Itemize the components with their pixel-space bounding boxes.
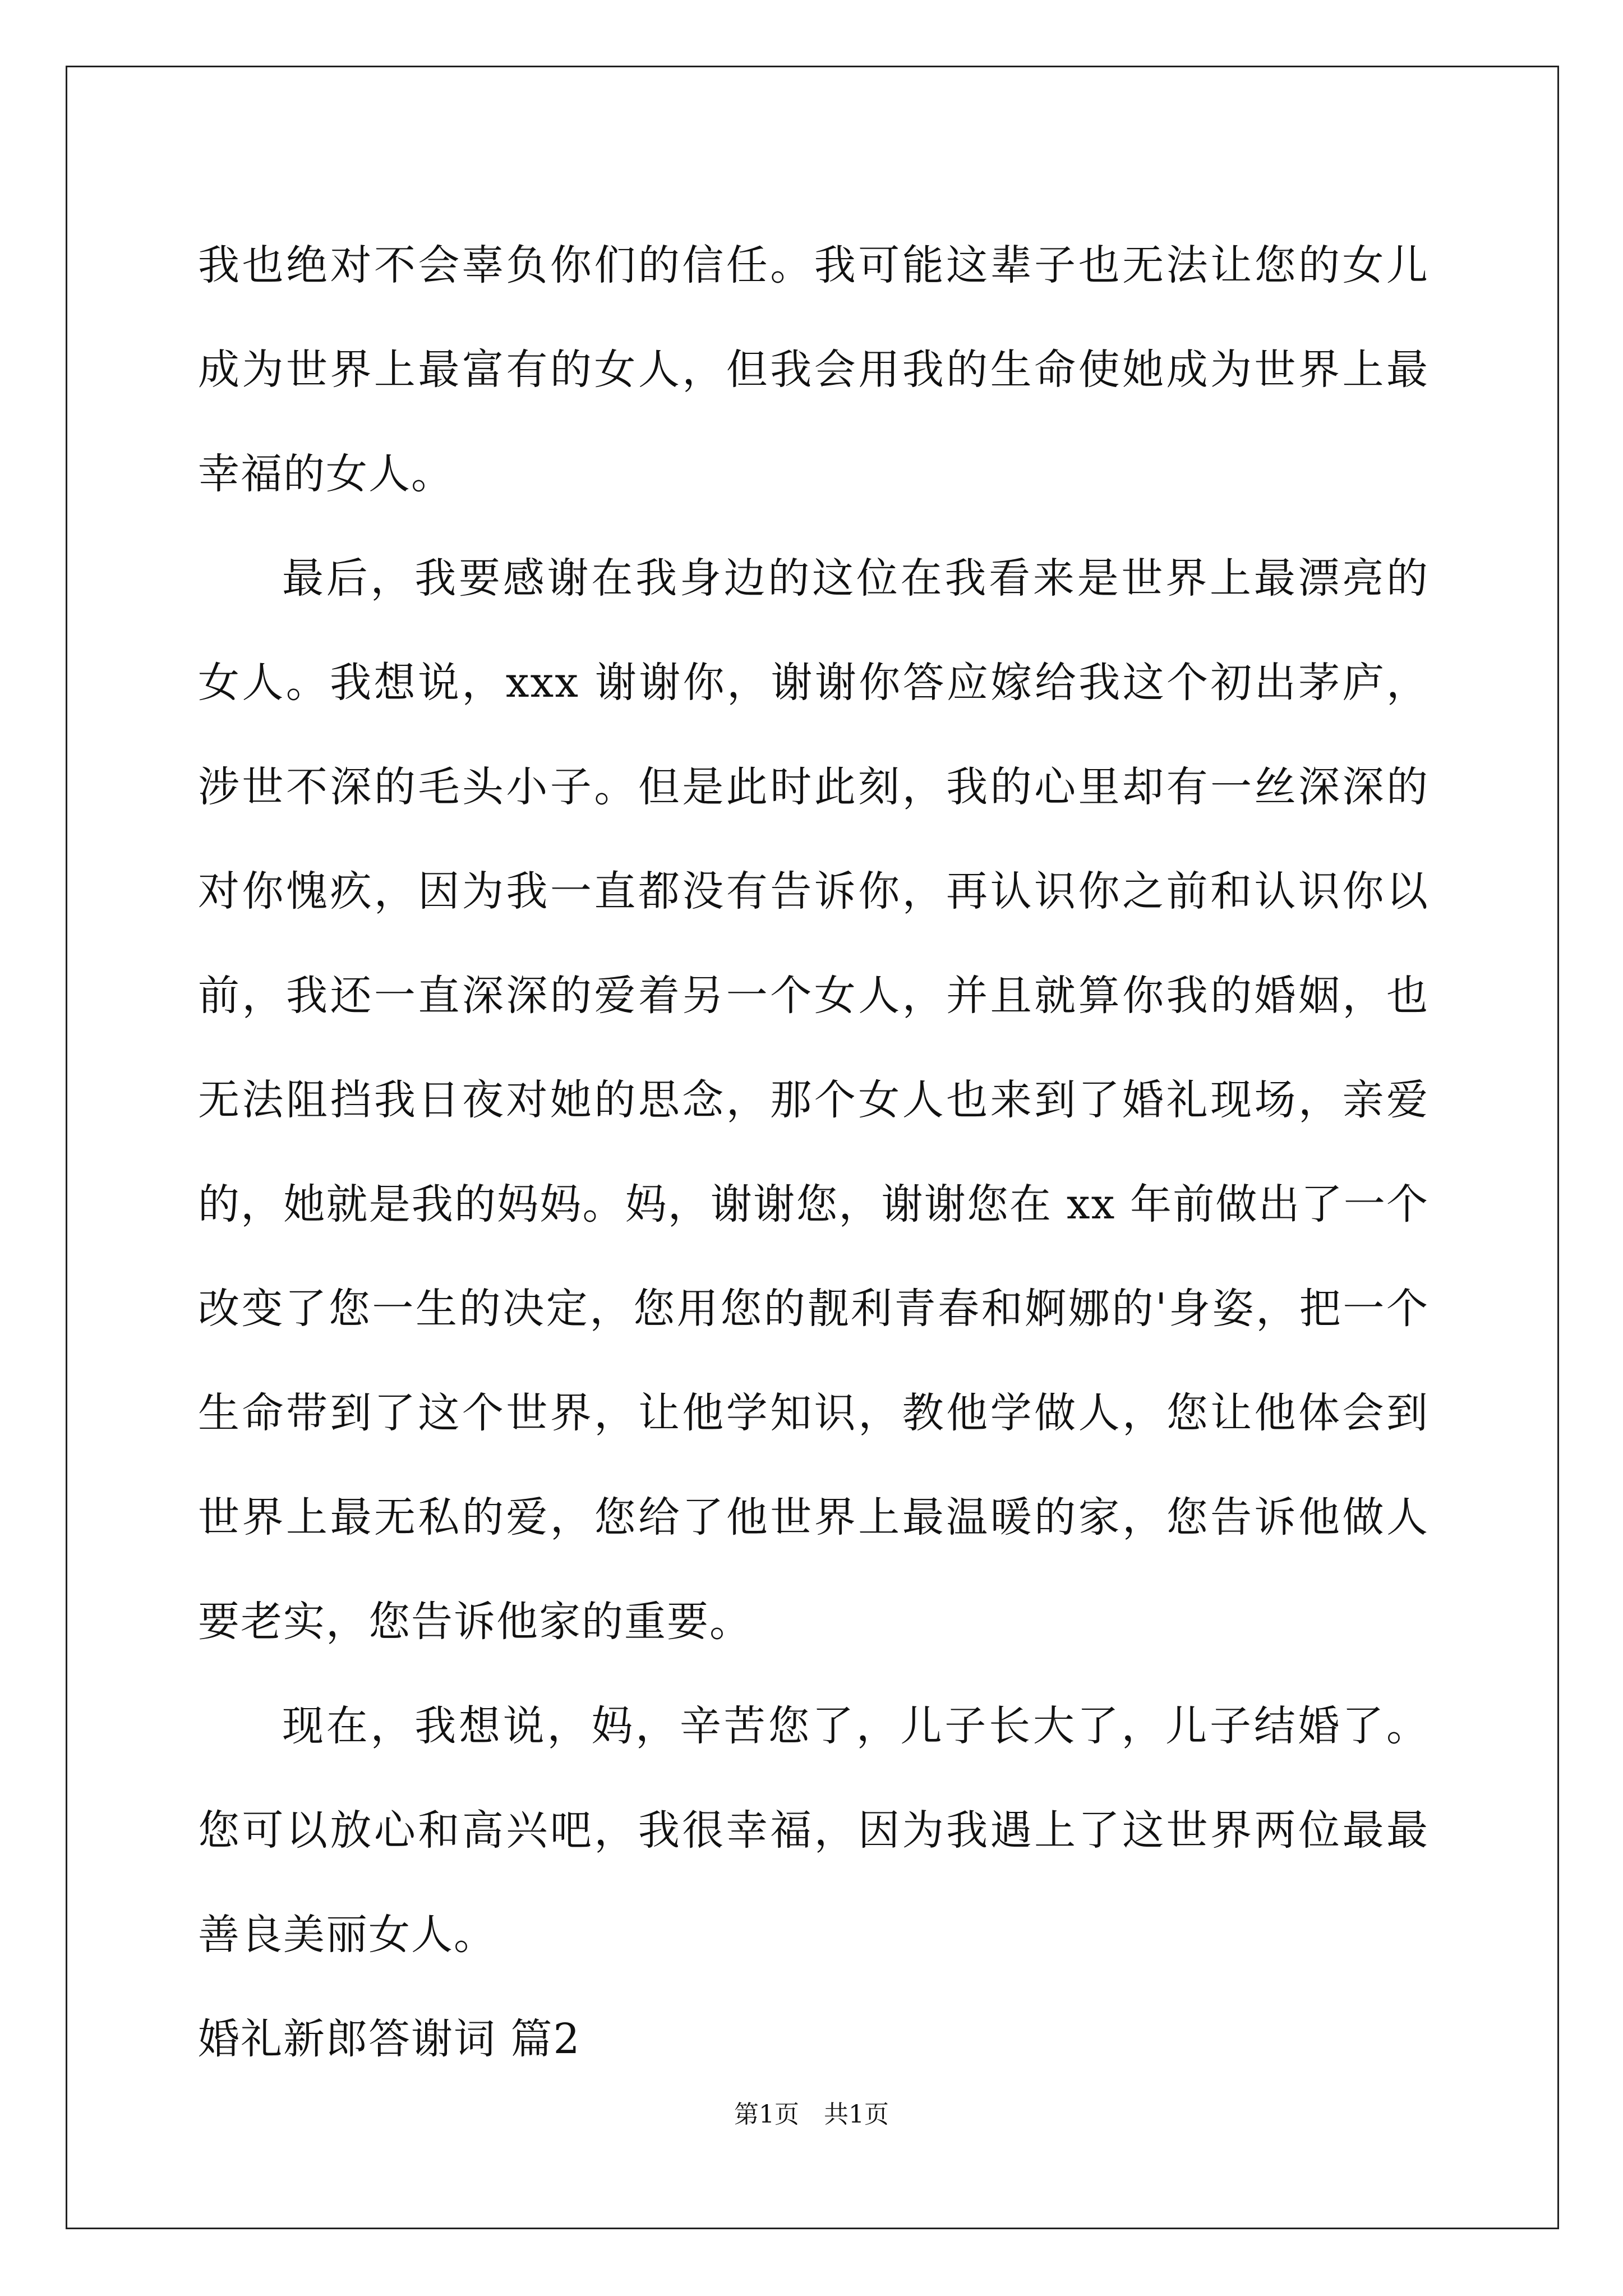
section-heading: 婚礼新郎答谢词 篇2 <box>198 2015 581 2063</box>
page-footer <box>0 2098 1623 2132</box>
paragraph-2: 最后，我要感谢在我身边的这位在我看来是世界上最漂亮的女人。我想说，xxx 谢谢你，谢谢你答应嫁给我这个初出茅庐，涉世不深的毛头小子。但是此时此刻，我的心里却有一丝深深的对你愧疚，因为我一直都没有告诉你，再认识你之前和认识你以前，我还一直深深的爱着另一个女人，并且就算你我的婚姻，也无法阻挡我日夜对她的思念，那个女人也来到了婚礼现场，亲爱的，她就是我的妈妈。妈，谢谢您，谢谢您在 xx 年前做出了一个改变了您一生的决定，您用您的靓利青春和婀娜的'身姿，把一个生命带到了这个世界，让他学知识，教他学做人，您让他体会到世界上最无私的爱，您给了他世界上最温暖的家，您告诉他做人要老实，您告诉他家的重要。 <box>198 554 1429 1646</box>
document-body <box>198 213 1429 2091</box>
paragraph-3: 现在，我想说，妈，辛苦您了，儿子长大了，儿子结婚了。您可以放心和高兴吧，我很幸福，因为我遇上了这世界两位最最善良美丽女人。 <box>198 1702 1429 1959</box>
paragraph-1: 我也绝对不会辜负你们的信任。我可能这辈子也无法让您的女儿成为世界上最富有的女人，但我会用我的生命使她成为世界上最幸福的女人。 <box>198 241 1429 498</box>
page-number-label: 第1页 共1页 <box>734 2100 889 2129</box>
